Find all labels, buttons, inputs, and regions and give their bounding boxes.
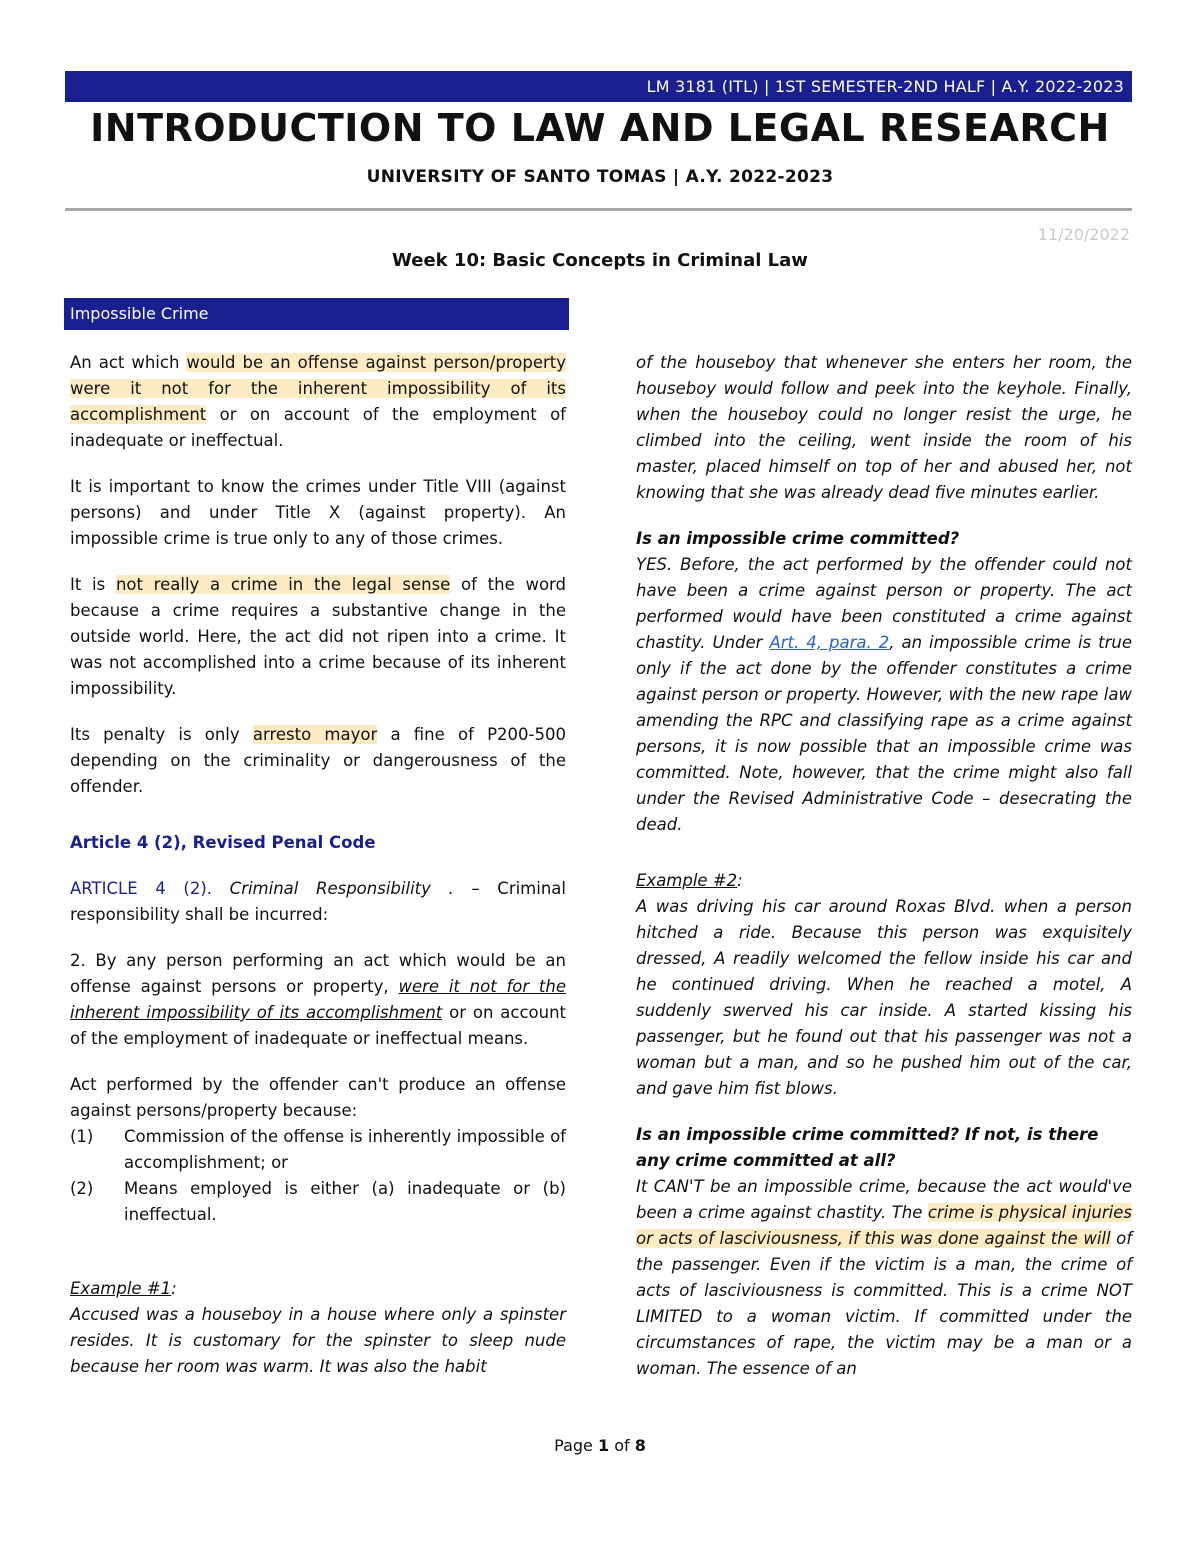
week-title: Week 10: Basic Concepts in Criminal Law — [392, 250, 808, 271]
act-performed-paragraph: Act performed by the offender can't produce an offense against persons/property because: — [70, 1075, 566, 1120]
conditions-list — [70, 1124, 566, 1228]
underlined-clause: were it not for the inherent impossibility of its accomplishment — [70, 977, 567, 1022]
example-1: Example #1: — [70, 1279, 177, 1298]
document-title: INTRODUCTION TO LAW AND LEGAL RESEARCH — [90, 106, 1110, 150]
article-link[interactable]: Art. 4, para. 2 — [769, 633, 890, 652]
highlight: crime is physical injuries or acts of lasciviousness, if this was done against the will — [636, 1203, 1132, 1248]
example-2: Example #2: — [636, 871, 743, 890]
answer-1: YES. Before, the act performed by the offender could not have been a crime against person or property. The act performed would have been constituted a crime against chastity. Under Art. 4, para. 2, an impossible crime is true only if the act done by the offender constitutes a crime against person or property. However, with the new rape law amending the RPC and classifying rape as a crime against persons, it is now possible that an impossible crime was committed. Note, however, that the crime might also fall under the Revised Administrative Code – desecrating the dead. — [636, 555, 1132, 834]
example-1-label: Example #1 — [70, 1279, 172, 1298]
question-2: Is an impossible crime committed? If not, is there any crime committed at all? — [636, 1125, 1099, 1170]
document-date: 11/20/2022 — [1037, 225, 1130, 244]
highlight: would be an offense against person/property were it not for the inherent impossibility of its accomplishment — [70, 353, 566, 424]
example-2-label: Example #2 — [636, 871, 738, 890]
left-column — [70, 298, 566, 1400]
page-number: Page 1 of 8 — [554, 1436, 646, 1455]
section-heading-impossible-crime: Impossible Crime — [64, 298, 569, 330]
question-1: Is an impossible crime committed? — [636, 529, 960, 548]
article-heading: Article 4 (2), Revised Penal Code — [70, 833, 376, 852]
list-item: (1) Commission of the offense is inherently impossible of accomplishment; or — [70, 1127, 566, 1172]
legal-sense-paragraph: It is not really a crime in the legal sense of the word because a crime requires a substantive change in the outside world. Here, the act did not ripen into a crime. It was not accomplished into a crime because of its inherent impossibility. — [70, 575, 567, 698]
right-column — [636, 350, 1132, 1402]
penalty-paragraph: Its penalty is only arresto mayor a fine of P200-500 depending on the criminality or dangerousness of the offender. — [70, 725, 566, 796]
article-text: ARTICLE 4 (2). Criminal Responsibility . – Criminal responsibility shall be incurred: — [70, 879, 566, 924]
highlight: arresto mayor — [252, 725, 378, 744]
example-1-continued: of the houseboy that whenever she enters her room, the houseboy would follow and peek into the keyhole. Finally, when the houseboy could no longer resist the urge, he climbed into the ceiling, went inside the room of his master, placed himself on top of her and abused her, not knowing that she was already dead five minutes earlier. — [636, 353, 1132, 502]
course-header-bar — [65, 71, 1132, 102]
example-2-text: A was driving his car around Roxas Blvd. when a person hitched a ride. Because this person was exquisitely dressed, A readily welcomed the fellow inside his car and he continued driving. When he reached a motel, A suddenly swerved his car inside. A started kissing his passenger, but he found out that his passenger was not a woman but a man, and so he pushed him out of the car, and gave him fist blows. — [636, 897, 1132, 1098]
example-1-text: Accused was a houseboy in a house where only a spinster resides. It is customary for the spinster to sleep nude because her room was warm. It was also the habit — [70, 1305, 566, 1376]
article-clause-paragraph: 2. By any person performing an act which would be an offense against persons or property, were it not for the inherent impossibility of its accomplishment or on account of the employment of inadequate or ineffectual means. — [70, 951, 567, 1048]
definition-paragraph: An act which would be an offense against person/property were it not for the inherent impossibility of its accomplishment or on account of the employment of inadequate or ineffectual. — [70, 353, 566, 450]
document-subtitle: UNIVERSITY OF SANTO TOMAS | A.Y. 2022-2023 — [366, 167, 834, 187]
list-item: (2) Means employed is either (a) inadequate or (b) ineffectual. — [70, 1179, 566, 1224]
header-divider — [65, 208, 1132, 211]
titles-paragraph: It is important to know the crimes under Title VIII (against persons) and under Title X (against property). An impossible crime is true only to any of those crimes. — [70, 477, 566, 548]
course-line: LM 3181 (ITL) | 1ST SEMESTER-2ND HALF | A.Y. 2022-2023 — [646, 77, 1124, 96]
article-label: ARTICLE 4 (2). — [70, 879, 213, 898]
highlight: not really a crime in the legal sense — [115, 575, 451, 594]
answer-2: It CAN'T be an impossible crime, because the act would've been a crime against chastity. The crime is physical injuries or acts of lasciviousness, if this was done against the will of the passenger. Even if the victim is a man, the crime of acts of lasciviousness is committed. This is a crime NOT LIMITED to a woman victim. If committed under the circumstances of rape, the victim may be a man or a woman. The essence of an — [636, 1177, 1133, 1378]
